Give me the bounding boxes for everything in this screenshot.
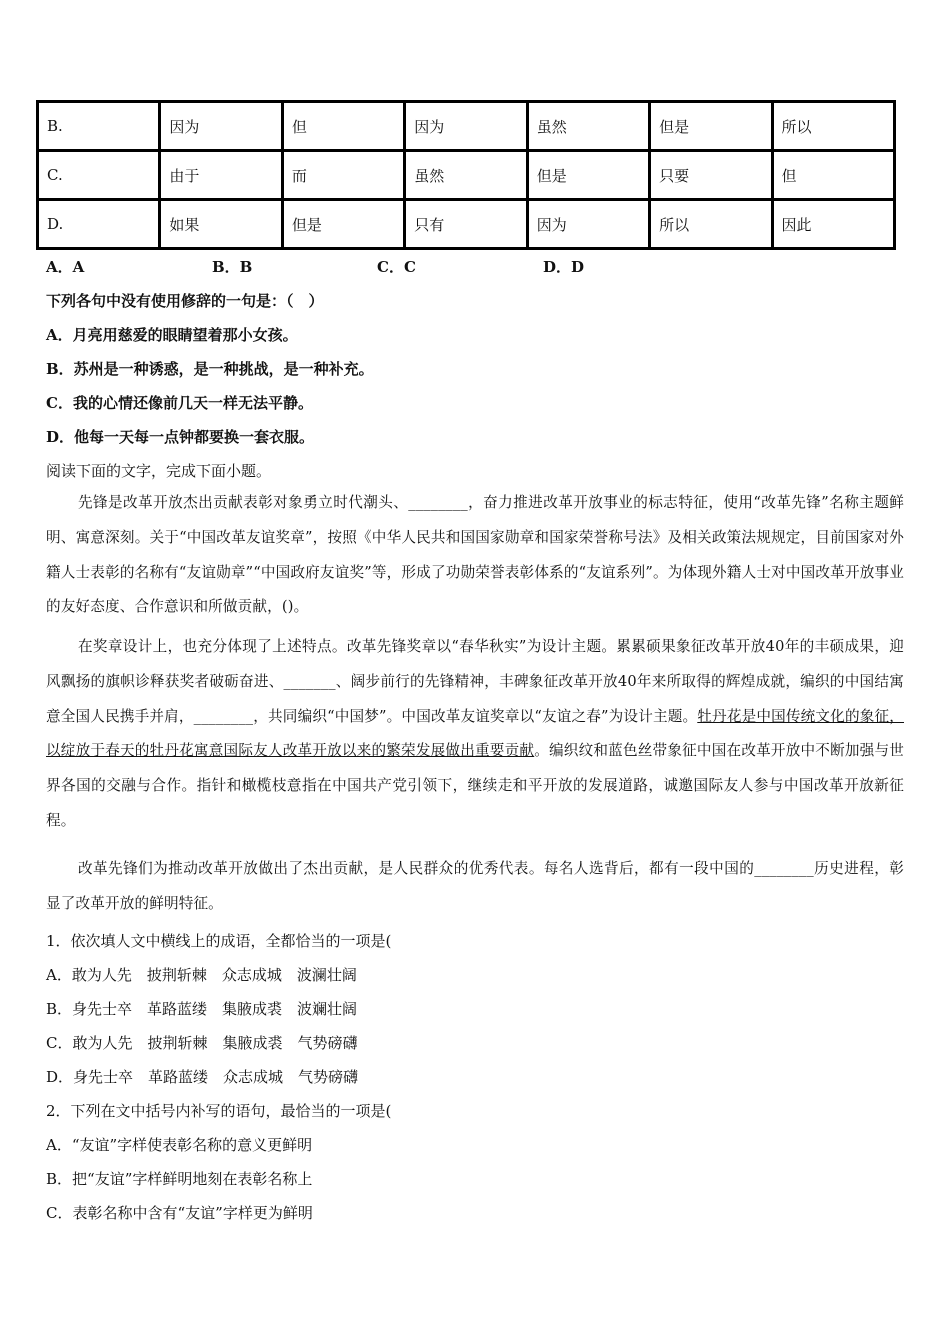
- table-cell: 所以: [772, 102, 894, 151]
- table-cell: 因此: [772, 200, 894, 249]
- table-cell: 但是: [650, 102, 772, 151]
- table-cell: 只要: [650, 151, 772, 200]
- question-2-option-c[interactable]: C．表彰名称中含有“友谊”字样更为鲜明: [46, 1204, 313, 1222]
- table-cell: 因为: [405, 102, 527, 151]
- question-1-option-b[interactable]: B．身先士卒 革路蓝缕 集腋成裘 波斓壮阔: [46, 1000, 358, 1018]
- table-cell: 只有: [405, 200, 527, 249]
- row-label: C.: [38, 151, 160, 200]
- table-cell: 但是: [527, 151, 649, 200]
- answer-choice-d[interactable]: D．D: [543, 258, 585, 276]
- answer-choice-b[interactable]: B．B: [212, 258, 253, 276]
- row-label: B.: [38, 102, 160, 151]
- question-2-stem: 2．下列在文中括号内补写的语句，最恰当的一项是(: [46, 1102, 392, 1120]
- rhetoric-option-b[interactable]: B．苏州是一种诱惑，是一种挑战，是一种补充。: [46, 360, 374, 378]
- table-cell: 虽然: [527, 102, 649, 151]
- table-cell: 所以: [650, 200, 772, 249]
- row-label: D.: [38, 200, 160, 249]
- answer-choice-c[interactable]: C．C: [377, 258, 416, 276]
- rhetoric-option-d[interactable]: D．他每一天每一点钟都要换一套衣服。: [46, 428, 315, 446]
- question-1-stem: 1．依次填人文中横线上的成语，全都恰当的一项是(: [46, 932, 392, 950]
- table-cell: 但: [282, 102, 404, 151]
- question-1-option-a[interactable]: A．敢为人先 披荆斩棘 众志成城 波澜壮阔: [46, 966, 357, 984]
- table-cell: 因为: [527, 200, 649, 249]
- question-2-option-a[interactable]: A．“友谊”字样使表彰名称的意义更鲜明: [46, 1136, 313, 1154]
- table-row: [38, 102, 895, 151]
- paragraph-2-text: 在奖章设计上，也充分体现了上述特点。改革先锋奖章以“春华秋实”为设计主题。累累硕果象征改革开放40年的丰硕成果，迎风飘扬的旗帜诊释获奖者破砺奋进、_______、阔步前行的先锋精神，丰碑象征改革开放40年来所取得的辉煌成就，编织的中国结寓意全国人民携手并肩，________，共同编织“中国梦”。中国改革友谊奖章以“友谊之春”为设计主题。: [46, 638, 904, 725]
- table-cell: 因为: [160, 102, 282, 151]
- table-cell: 虽然: [405, 151, 527, 200]
- answer-choice-a[interactable]: A．A: [46, 258, 85, 276]
- underlined-sentence: 牡丹花是中国传统文化的象征，以绽放于春天的牡丹花寓意国际友人改革开放以来的繁荣发展做出重要贡献: [46, 707, 904, 760]
- table-row: [38, 200, 895, 249]
- reading-paragraph-2: [46, 630, 904, 839]
- question-1-option-c[interactable]: C．敢为人先 披荆斩棘 集腋成裘 气势磅礴: [46, 1034, 358, 1052]
- reading-intro: 阅读下面的文字，完成下面小题。: [46, 462, 272, 480]
- paragraph-2-text-end: 。编织纹和蓝色丝带象征中国在改革开放中不断加强与世界各国的交融与合作。指针和橄榄枝意指在中国共产党引领下，继续走和平开放的发展道路，诚邀国际友人参与中国改革开放新征程。: [46, 742, 904, 829]
- options-table: [36, 100, 896, 250]
- table-cell: 如果: [160, 200, 282, 249]
- reading-paragraph-3: 改革先锋们为推动改革开放做出了杰出贡献，是人民群众的优秀代表。每名人选背后，都有一段中国的________历史进程，彰显了改革开放的鲜明特征。: [46, 860, 904, 912]
- table-cell: 但: [772, 151, 894, 200]
- table-cell: 而: [282, 151, 404, 200]
- table-cell: 由于: [160, 151, 282, 200]
- question-1-option-d[interactable]: D．身先士卒 革路蓝缕 众志成城 气势磅礴: [46, 1068, 359, 1086]
- rhetoric-question-stem: 下列各句中没有使用修辞的一句是：（ ）: [46, 292, 324, 310]
- reading-paragraph-1: 先锋是改革开放杰出贡献表彰对象勇立时代潮头、________，奋力推进改革开放事业的标志特征，使用“改革先锋”名称主题鲜明、寓意深刻。关于“中国改革友谊奖章”，按照《中华人民共和国国家勋章和国家荣誉称号法》及相关政策法规规定，目前国家对外籍人士表彰的名称有“友谊勋章”“中国政府友谊奖”等，形成了功勋荣誉表彰体系的“友谊系列”。为体现外籍人士对中国改革开放事业的友好态度、合作意识和所做贡献，()。: [46, 494, 904, 616]
- rhetoric-option-a[interactable]: A．月亮用慈爱的眼睛望着那小女孩。: [46, 326, 298, 344]
- table-cell: 但是: [282, 200, 404, 249]
- question-2-option-b[interactable]: B．把“友谊”字样鲜明地刻在表彰名称上: [46, 1170, 313, 1188]
- rhetoric-option-c[interactable]: C．我的心情还像前几天一样无法平静。: [46, 394, 313, 412]
- table-row: [38, 151, 895, 200]
